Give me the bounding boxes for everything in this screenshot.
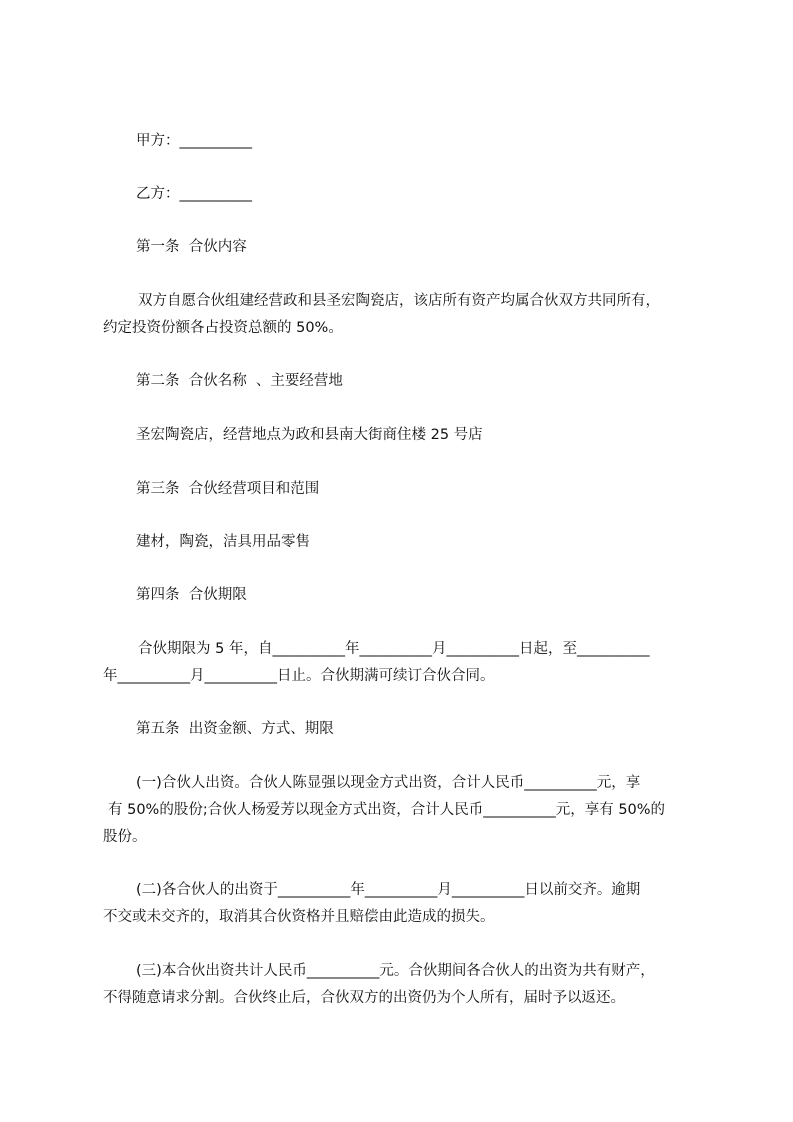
article-2-title: 第二条 合伙名称 、主要经营地	[136, 373, 343, 389]
article-3-title: 第三条 合伙经营项目和范围	[136, 481, 320, 497]
article-1-body-line-1: 双方自愿合伙组建经营政和县圣宏陶瓷店，该店所有资产均属合伙双方共同所有，	[138, 293, 660, 309]
article-5-item-1-line-1: (一)合伙人出资。合伙人陈显强以现金方式出资，合计人民币__________元，享	[136, 775, 641, 791]
article-5-item-3-line-2: 不得随意请求分割。合伙终止后，合伙双方的出资仍为个人所有，届时予以返还。	[103, 990, 625, 1006]
article-1-body-line-2: 约定投资份额各占投资总额的 50%。	[103, 320, 343, 336]
article-4-body-line-2: 年__________月__________日止。合伙期满可续订合伙合同。	[103, 668, 495, 684]
article-4-body-line-1: 合伙期限为 5 年，自__________年__________月__________日起，至__________	[138, 641, 650, 657]
article-5-title: 第五条 出资金额、方式、期限	[136, 721, 334, 737]
party-b-line: 乙方：__________	[136, 186, 252, 202]
party-a-line: 甲方：__________	[136, 133, 252, 149]
article-5-item-1-line-3: 股份。	[103, 829, 147, 845]
article-5-item-2-line-2: 不交或未交齐的，取消其合伙资格并且赔偿由此造成的损失。	[103, 909, 495, 925]
article-4-title: 第四条 合伙期限	[136, 587, 247, 603]
article-2-body: 圣宏陶瓷店，经营地点为政和县南大街商住楼 25 号店	[136, 427, 483, 443]
article-5-item-3-line-1: (三)本合伙出资共计人民币__________元。合伙期间各合伙人的出资为共有财产，	[136, 963, 655, 979]
article-3-body: 建材，陶瓷，洁具用品零售	[136, 534, 310, 550]
article-5-item-1-line-2: 有 50%的股份;合伙人杨爱芳以现金方式出资，合计人民币__________元，享有 50%的	[108, 802, 666, 818]
article-1-title: 第一条 合伙内容	[136, 239, 247, 255]
article-5-item-2-line-1: (二)各合伙人的出资于__________年__________月__________日以前交齐。逾期	[136, 882, 641, 898]
